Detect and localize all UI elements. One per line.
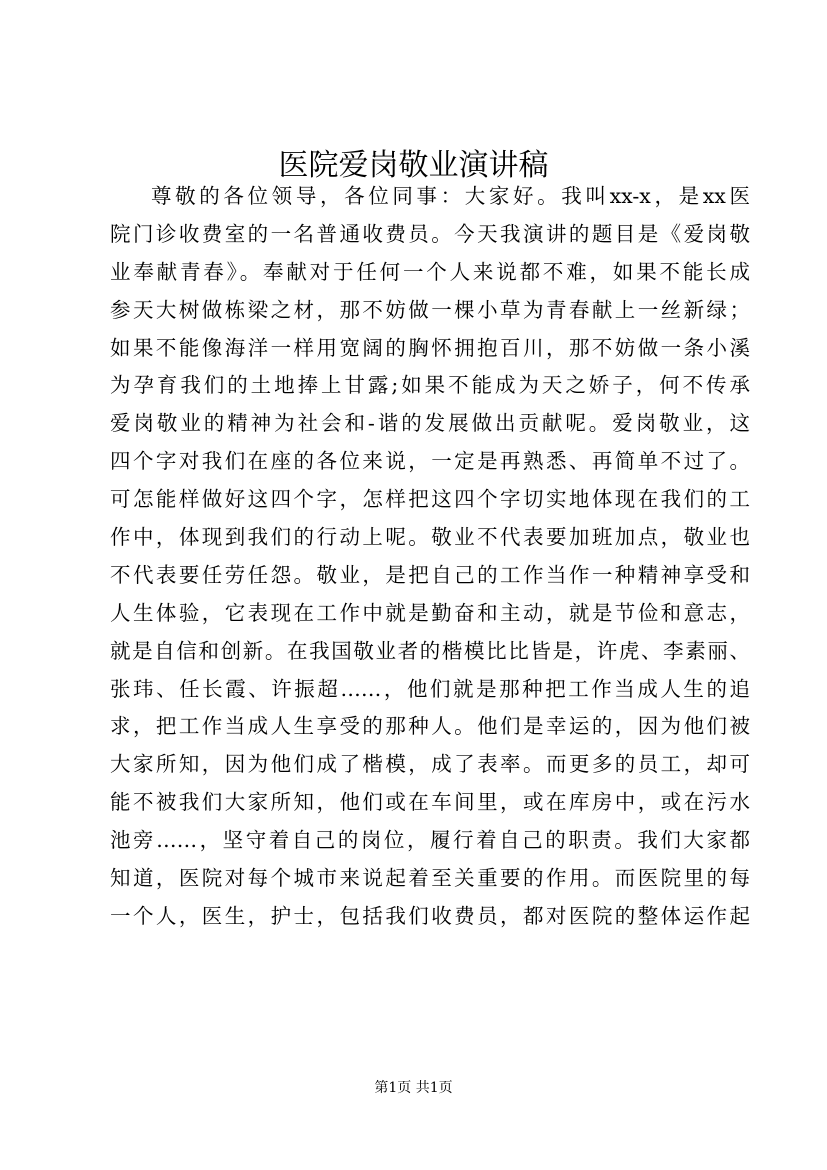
body-line: 尊敬的各位领导，各位同事：大家好。我叫xx-x，是xx医	[151, 184, 750, 208]
body-line: 参天大树做栋梁之材，那不妨做一棵小草为青春献上一丝新绿；	[110, 297, 750, 322]
document-body	[110, 178, 750, 936]
page-footer: 第1页 共1页	[374, 1080, 453, 1096]
body-line: 为孕育我们的土地捧上甘露;如果不能成为天之娇子，何不传承	[110, 373, 750, 398]
body-line: 张玮、任长霞、许振超……，他们就是那种把工作当成人生的追	[110, 676, 750, 701]
body-line: 一个人，医生，护士，包括我们收费员，都对医院的整体运作起	[110, 903, 750, 928]
body-line: 爱岗敬业的精神为社会和-谐的发展做出贡献呢。爱岗敬业，这	[110, 411, 750, 436]
document-title: 医院爱岗敬业演讲稿	[278, 148, 549, 183]
body-line: 四个字对我们在座的各位来说，一定是再熟悉、再简单不过了。	[110, 449, 750, 474]
body-line: 院门诊收费室的一名普通收费员。今天我演讲的题目是《爱岗敬	[110, 221, 750, 246]
body-line: 作中，体现到我们的行动上呢。敬业不代表要加班加点，敬业也	[110, 525, 750, 550]
body-line: 知道，医院对每个城市来说起着至关重要的作用。而医院里的每	[110, 866, 750, 891]
body-line: 就是自信和创新。在我国敬业者的楷模比比皆是，许虎、李素丽、	[110, 638, 750, 663]
body-line: 可怎能样做好这四个字，怎样把这四个字切实地体现在我们的工	[110, 487, 750, 512]
body-line: 业奉献青春》。奉献对于任何一个人来说都不难，如果不能长成	[110, 259, 750, 284]
body-line: 人生体验，它表现在工作中就是勤奋和主动，就是节俭和意志，	[110, 600, 750, 625]
body-line: 不代表要任劳任怨。敬业，是把自己的工作当作一种精神享受和	[110, 562, 750, 587]
body-line: 大家所知，因为他们成了楷模，成了表率。而更多的员工，却可	[110, 752, 750, 777]
body-line: 池旁……，坚守着自己的岗位，履行着自己的职责。我们大家都	[110, 828, 750, 853]
body-line: 求，把工作当成人生享受的那种人。他们是幸运的，因为他们被	[110, 714, 750, 739]
body-line: 如果不能像海洋一样用宽阔的胸怀拥抱百川，那不妨做一条小溪	[110, 335, 750, 360]
body-line: 能不被我们大家所知，他们或在车间里，或在库房中，或在污水	[110, 790, 750, 815]
